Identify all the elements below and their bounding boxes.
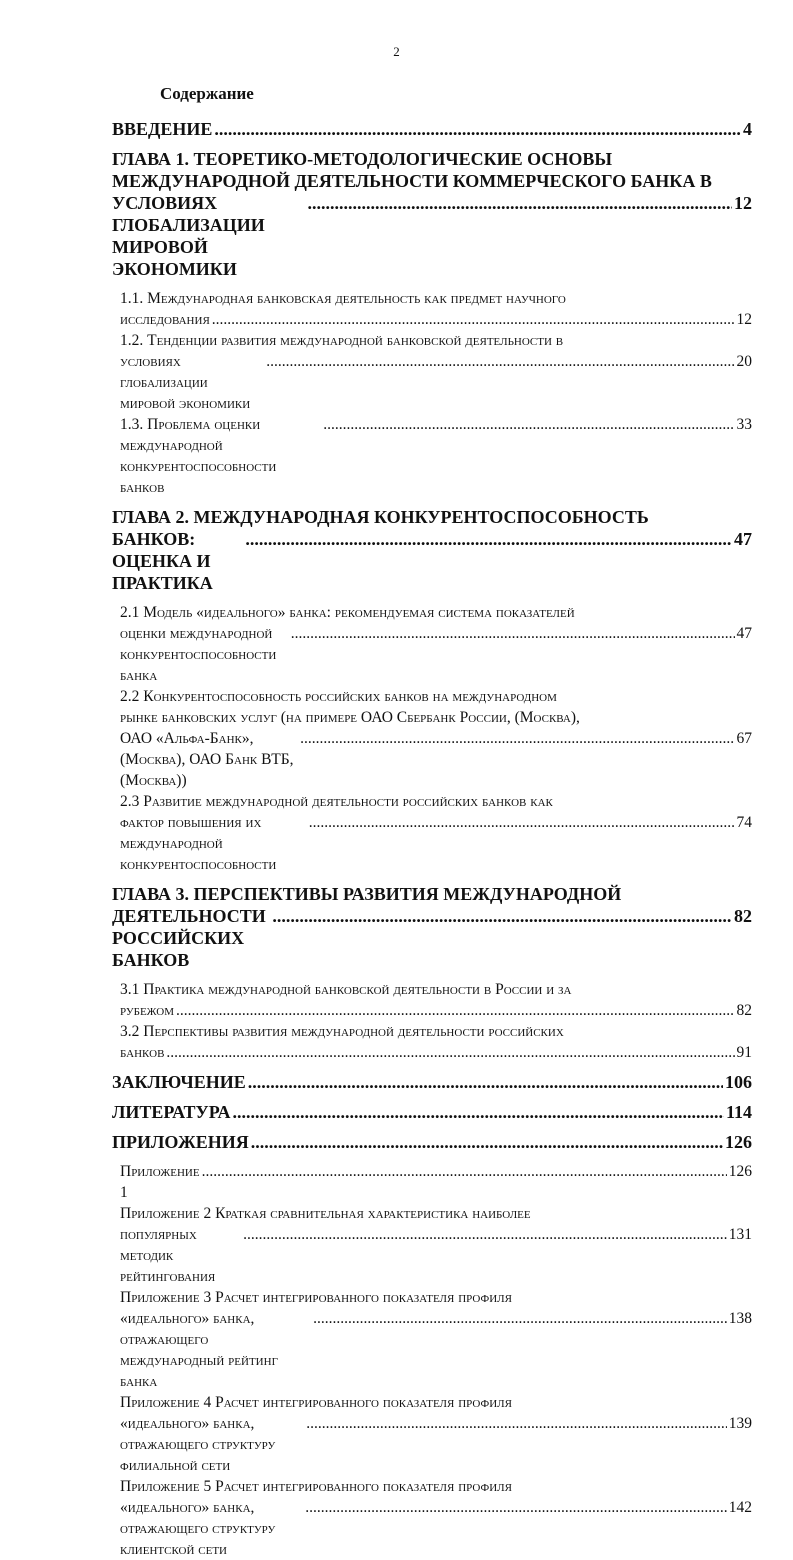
toc-entry-title: ВВЕДЕНИЕ	[112, 119, 213, 139]
toc-entry-title: Приложение 2 Краткая сравнительная характеристика наиболее	[120, 1205, 531, 1222]
toc-entry-title: 3.1 Практика международной банковской деятельности в России и за	[120, 981, 572, 998]
toc-entry-title: ЛИТЕРАТУРА	[112, 1102, 231, 1122]
toc-entry-title: ГЛАВА 2. МЕЖДУНАРОДНАЯ КОНКУРЕНТОСПОСОБНОСТЬ	[112, 507, 649, 527]
toc-entry-page: 12	[734, 193, 752, 213]
toc-entry-page: 126	[728, 1163, 752, 1180]
toc-entry-appendix-5[interactable]	[120, 1476, 752, 1560]
toc-entry-title-cont: «идеального» банка, отражающего структуру клиентской сети	[120, 1499, 276, 1558]
toc-entry-title-cont: УСЛОВИЯХ ГЛОБАЛИЗАЦИИ МИРОВОЙ ЭКОНОМИКИ	[112, 193, 265, 279]
toc-entry-title: 3.2 Перспективы развития международной деятельности российских	[120, 1023, 564, 1040]
toc-entry-section-2-1[interactable]	[120, 602, 752, 686]
toc-entry-title-cont: МЕЖДУНАРОДНОЙ ДЕЯТЕЛЬНОСТИ КОММЕРЧЕСКОГО БАНКА В	[112, 171, 712, 191]
toc-entry-page: 47	[734, 529, 752, 549]
toc-entry-title: 1.2. Тенденции развития международной банковской деятельности в	[120, 332, 564, 349]
toc-entry-page: 4	[743, 119, 752, 139]
toc-entry-page: 106	[725, 1072, 752, 1092]
toc-entry-appendices[interactable]	[112, 1131, 752, 1153]
toc-entry-page: 126	[725, 1132, 752, 1152]
toc-entry-title-cont: исследования	[120, 311, 210, 328]
toc-entry-section-1-1[interactable]	[120, 288, 752, 330]
toc-entry-page: 139	[728, 1415, 752, 1432]
toc-entry-title-cont: ДЕЯТЕЛЬНОСТИ РОССИЙСКИХ БАНКОВ	[112, 906, 266, 970]
toc-entry-title-cont: условиях глобализации мировой экономики	[120, 353, 251, 412]
toc-entry-title: ЗАКЛЮЧЕНИЕ	[112, 1072, 246, 1092]
toc-entry-title-cont: банков	[120, 1044, 165, 1061]
toc-entry-title: Приложение 5 Расчет интегрированного показателя профиля	[120, 1478, 512, 1495]
toc-entry-title: 2.3 Развитие международной деятельности российских банков как	[120, 793, 553, 810]
toc-entry-section-3-1[interactable]	[120, 979, 752, 1021]
toc-entry-section-2-3[interactable]	[120, 791, 752, 875]
toc-entry-title: ГЛАВА 3. ПЕРСПЕКТИВЫ РАЗВИТИЯ МЕЖДУНАРОДНОЙ	[112, 884, 622, 904]
toc-entry-title: Приложение 4 Расчет интегрированного показателя профиля	[120, 1394, 512, 1411]
toc-entry-title-cont: рубежом	[120, 1002, 174, 1019]
toc-entry-page: 20	[736, 353, 752, 370]
toc-entry-title-cont: «идеального» банка, отражающего международный рейтинг банка	[120, 1310, 278, 1390]
toc-entry-title-cont: популярных методик рейтингования	[120, 1226, 216, 1285]
toc-entry-title-cont: БАНКОВ: ОЦЕНКА И ПРАКТИКА	[112, 529, 213, 593]
toc-entry-conclusion[interactable]	[112, 1071, 752, 1093]
toc-entry-appendix-4[interactable]	[120, 1392, 752, 1476]
toc-entry-page: 142	[728, 1499, 752, 1516]
toc-entry-appendix-2[interactable]	[120, 1203, 752, 1287]
toc-entry-page: 47	[736, 625, 752, 642]
toc-entry-title: ГЛАВА 1. ТЕОРЕТИКО-МЕТОДОЛОГИЧЕСКИЕ ОСНОВЫ	[112, 149, 613, 169]
toc-entry-title: 2.2 Конкурентоспособность российских банков на международном	[120, 688, 557, 705]
toc-entry-page: 131	[728, 1226, 752, 1243]
toc-entry-chapter-1[interactable]	[112, 148, 752, 280]
toc-entry-page: 67	[736, 730, 752, 747]
toc-entry-title: ПРИЛОЖЕНИЯ	[112, 1132, 249, 1152]
toc-entry-page: 82	[734, 906, 752, 926]
toc-entry-page: 82	[736, 1002, 752, 1019]
toc-title: Содержание	[160, 84, 254, 103]
table-of-contents	[112, 118, 752, 1560]
toc-entry-page: 12	[736, 311, 752, 328]
toc-entry-page: 91	[736, 1044, 752, 1061]
toc-entry-title: 1.3. Проблема оценки международной конкурентоспособности банков	[120, 416, 277, 496]
toc-entry-page: 114	[725, 1102, 752, 1122]
toc-entry-title-cont: фактор повышения их международной конкурентоспособности	[120, 814, 277, 873]
toc-entry-literature[interactable]	[112, 1101, 752, 1123]
toc-entry-intro[interactable]	[112, 118, 752, 140]
page-number: 2	[393, 44, 400, 59]
toc-entry-title: 1.1. Международная банковская деятельность как предмет научного	[120, 290, 566, 307]
toc-entry-section-3-2[interactable]	[120, 1021, 752, 1063]
toc-entry-page: 74	[736, 814, 752, 831]
toc-entry-title: Приложение 1	[120, 1163, 200, 1201]
toc-entry-section-2-2[interactable]	[120, 686, 752, 791]
toc-entry-title-cont: оценки международной конкурентоспособности банка	[120, 625, 277, 684]
toc-entry-page: 33	[736, 416, 752, 433]
toc-entry-title-cont: рынке банковских услуг (на примере ОАО Сбербанк России, (Москва),	[120, 709, 580, 726]
toc-entry-chapter-2[interactable]	[112, 506, 752, 594]
toc-entry-title-cont: «идеального» банка, отражающего структуру филиальной сети	[120, 1415, 276, 1474]
toc-entry-section-1-3[interactable]	[120, 414, 752, 498]
toc-entry-chapter-3[interactable]	[112, 883, 752, 971]
toc-entry-appendix-1[interactable]	[120, 1161, 752, 1203]
toc-entry-title: Приложение 3 Расчет интегрированного показателя профиля	[120, 1289, 512, 1306]
toc-entry-page: 138	[728, 1310, 752, 1327]
toc-entry-title-cont: ОАО «Альфа-Банк», (Москва), ОАО Банк ВТБ, (Москва))	[120, 730, 294, 789]
toc-entry-title: 2.1 Модель «идеального» банка: рекомендуемая система показателей	[120, 604, 575, 621]
toc-entry-appendix-3[interactable]	[120, 1287, 752, 1392]
toc-entry-section-1-2[interactable]	[120, 330, 752, 414]
